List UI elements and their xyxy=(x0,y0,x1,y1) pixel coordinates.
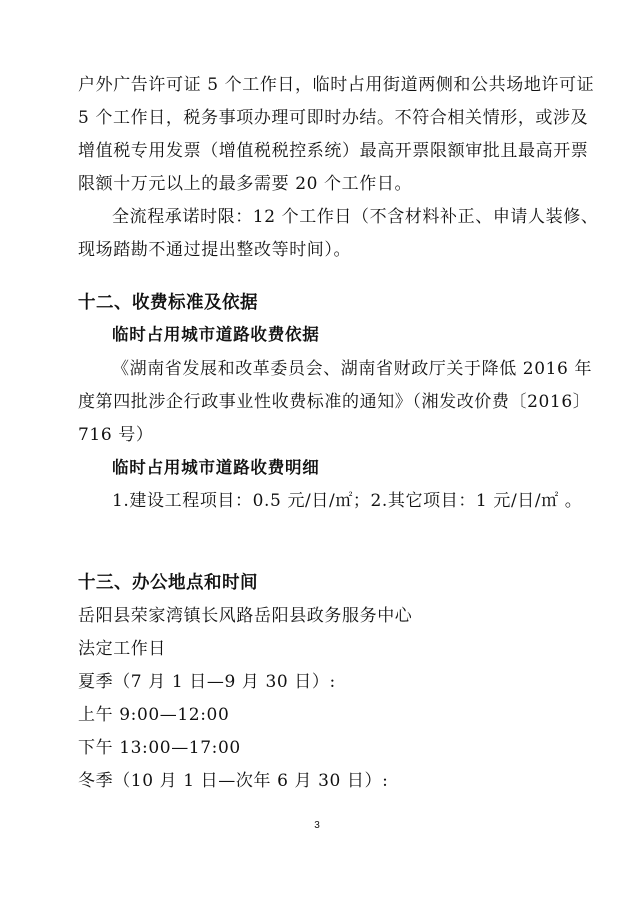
afternoon-hours: 下午 13:00—17:00 xyxy=(78,738,241,758)
section-heading-12: 十二、收费标准及依据 xyxy=(78,293,258,313)
paragraph-line: 户外广告许可证 5 个工作日，临时占用街道两侧和公共场地许可证 xyxy=(78,75,595,95)
paragraph-line: 《湖南省发展和改革委员会、湖南省财政厅关于降低 2016 年 xyxy=(112,359,593,379)
section-heading-13: 十三、办公地点和时间 xyxy=(78,573,258,593)
subheading-details: 临时占用城市道路收费明细 xyxy=(112,458,320,477)
paragraph-line: 度第四批涉企行政事业性收费标准的通知》（湘发改价费〔2016〕 xyxy=(78,392,591,412)
paragraph-line: 限额十万元以上的最多需要 20 个工作日。 xyxy=(78,174,413,194)
paragraph-line: 全流程承诺时限：12 个工作日（不含材料补正、申请人装修、 xyxy=(112,207,599,227)
subheading-basis: 临时占用城市道路收费依据 xyxy=(112,325,320,344)
paragraph-line: 716 号） xyxy=(78,425,154,445)
paragraph-line: 5 个工作日，税务事项办理可即时办结。不符合相关情形，或涉及 xyxy=(78,108,589,128)
morning-hours: 上午 9:00—12:00 xyxy=(78,705,230,725)
fee-details: 1.建设工程项目：0.5 元/日/㎡；2.其它项目：1 元/日/㎡ 。 xyxy=(112,491,583,511)
legal-workdays: 法定工作日 xyxy=(78,639,166,659)
summer-season: 夏季（7 月 1 日—9 月 30 日）: xyxy=(78,672,336,692)
winter-season: 冬季（10 月 1 日—次年 6 月 30 日）: xyxy=(78,771,389,791)
page-number: 3 xyxy=(314,820,320,831)
paragraph-line: 增值税专用发票（增值税税控系统）最高开票限额审批且最高开票 xyxy=(78,141,589,161)
office-address: 岳阳县荣家湾镇长风路岳阳县政务服务中心 xyxy=(78,606,413,626)
paragraph-line: 现场踏勘不通过提出整改等时间）。 xyxy=(78,240,352,260)
